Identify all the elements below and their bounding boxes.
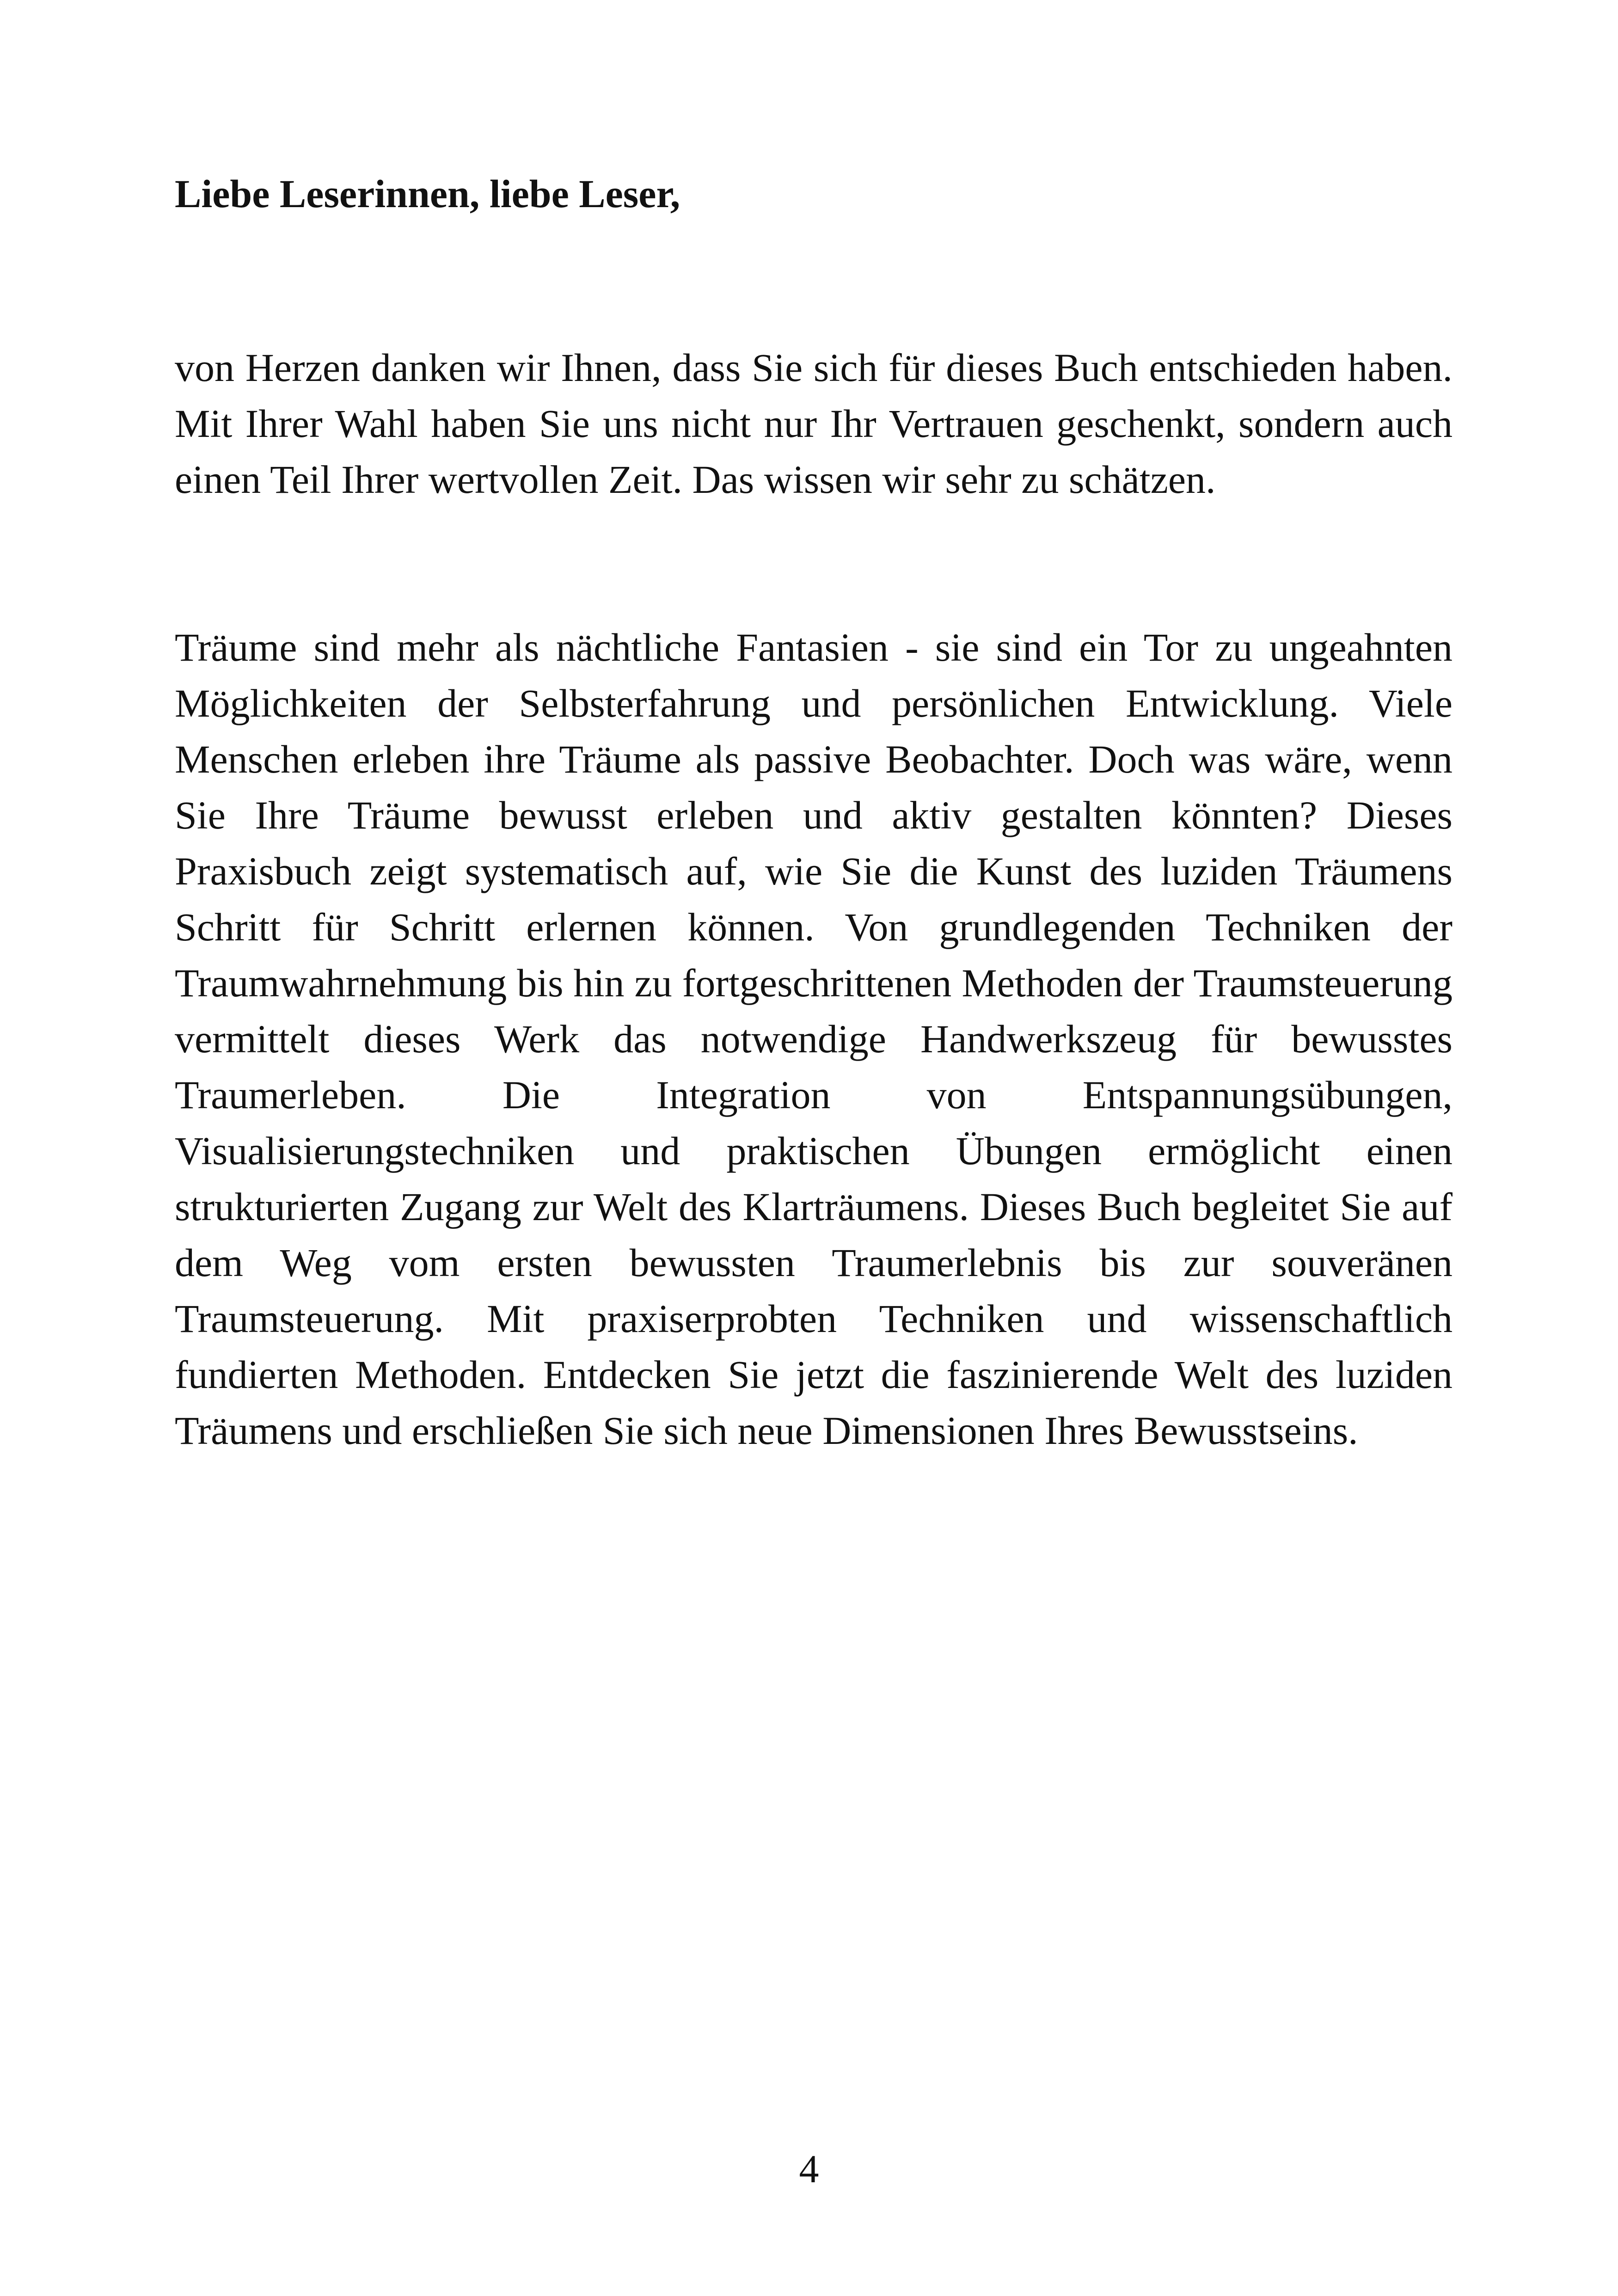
paragraph-lucid-dreaming: Träume sind mehr als nächtliche Fantasien - sie sind ein Tor zu ungeahnten Möglichkeiten der Selbsterfahrung und persönlichen Entwicklung. Viele Menschen erleben ihre Träume als passive Beobachter. Doch was wäre, wenn Sie Ihre Träume bewusst erleben und aktiv gestalten könnten? Dieses Praxisbuch zeigt systematisch auf, wie Sie die Kunst des luziden Träumens Schritt für Schritt erlernen können. Von grundlegenden Techniken der Traumwahrnehmung bis hin zu fortgeschrittenen Methoden der Traumsteuerung vermittelt dieses Werk das notwendige Handwerkszeug für bewusstes Traumerleben. Die Integration von Entspannungsübungen, Visualisierungstechniken und praktischen Übungen ermöglicht einen strukturierten Zugang zur Welt des Klarträumens. Dieses Buch begleitet Sie auf dem Weg vom ersten bewussten Traumerlebnis bis zur souveränen Traumsteuerung. Mit praxiserprobten Techniken und wissenschaftlich fundierten Methoden. Entdecken Sie jetzt die faszinierende Welt des luziden Träumens und erschließen Sie sich neue Dimensionen Ihres Bewusstseins.: [175, 625, 1453, 1453]
greeting-heading: Liebe Leserinnen, liebe Leser,: [175, 172, 680, 216]
page-number: 4: [799, 2147, 819, 2191]
paragraph-thanks: von Herzen danken wir Ihnen, dass Sie sich für dieses Buch entschieden haben. Mit Ihrer Wahl haben Sie uns nicht nur Ihr Vertrauen geschenkt, sondern auch einen Teil Ihrer wertvollen Zeit. Das wissen wir sehr zu schätzen.: [175, 345, 1453, 502]
